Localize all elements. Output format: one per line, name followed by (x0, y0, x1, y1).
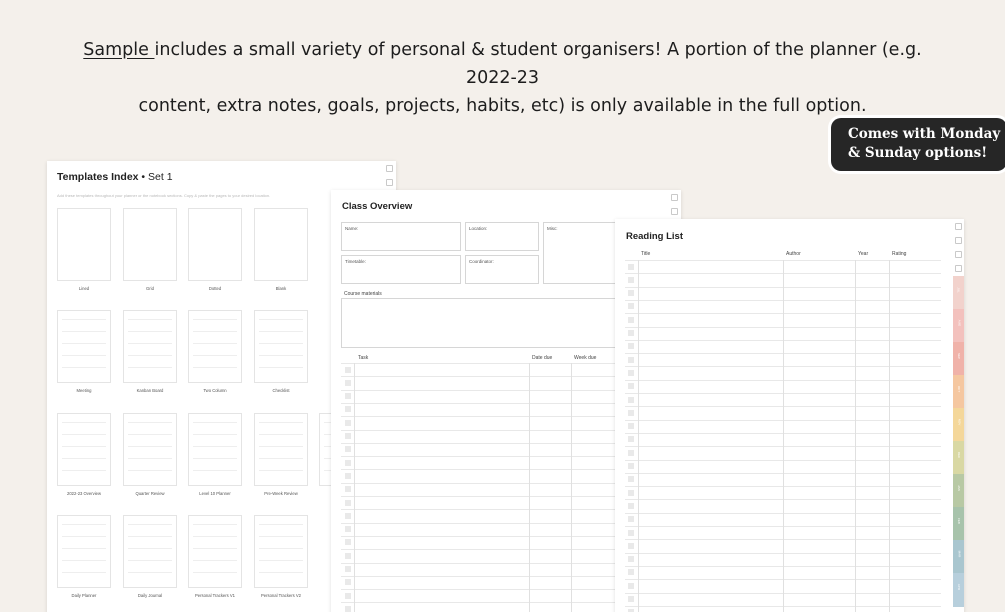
row-checkbox[interactable] (628, 423, 634, 429)
sample-link[interactable]: Sample (83, 40, 155, 60)
thumbnail-line (128, 355, 172, 356)
thumbnail-line (193, 434, 237, 435)
table-row[interactable] (341, 363, 626, 364)
thumbnail-line (62, 470, 106, 471)
template-label: Personal Trackers V2 (260, 593, 302, 598)
page-title: Templates Index • Set 1 (57, 171, 173, 183)
row-checkbox[interactable] (628, 317, 634, 323)
template-thumbnail[interactable] (254, 515, 308, 588)
template-label: Checklist (272, 388, 290, 393)
sidebar-icon[interactable] (955, 223, 962, 230)
thumbnail-line (193, 367, 237, 368)
template-thumbnail[interactable] (188, 413, 242, 486)
thumbnail-line (128, 536, 172, 537)
row-checkbox[interactable] (628, 450, 634, 456)
row-checkbox[interactable] (628, 410, 634, 416)
month-tab[interactable] (953, 309, 964, 343)
sidebar-icon[interactable] (671, 194, 678, 201)
template-label: Pre-Week Review (264, 491, 298, 496)
row-checkbox[interactable] (628, 370, 634, 376)
thumbnail-line (259, 548, 303, 549)
thumbnail-line (128, 343, 172, 344)
template-label: Meeting (76, 388, 92, 393)
column-divider (638, 260, 639, 612)
timetable-field[interactable]: Timetable: (341, 255, 461, 284)
thumbnail-line (128, 572, 172, 573)
table-row[interactable] (341, 496, 626, 497)
thumbnail-line (62, 422, 106, 423)
month-tab[interactable] (953, 276, 964, 310)
thumbnail-line (259, 470, 303, 471)
headline-line2: content, extra notes, goals, projects, habits, etc) is only available in the full option. (138, 96, 867, 116)
row-checkbox[interactable] (628, 503, 634, 509)
row-checkbox[interactable] (345, 420, 351, 426)
thumbnail-line (193, 319, 237, 320)
row-checkbox[interactable] (345, 513, 351, 519)
row-checkbox[interactable] (628, 264, 634, 270)
row-checkbox[interactable] (345, 553, 351, 559)
thumbnail-line (62, 434, 106, 435)
sidebar-icon[interactable] (671, 208, 678, 215)
template-thumbnail[interactable] (254, 310, 308, 383)
thumbnail-line (128, 548, 172, 549)
page-description: Add these templates throughout your planner or the notebook sections. Copy & paste the pages to your desired location. (57, 193, 271, 198)
thumbnail-line (259, 536, 303, 537)
thumbnail-line (259, 524, 303, 525)
row-checkbox[interactable] (628, 436, 634, 442)
coordinator-field[interactable]: Coordinator: (465, 255, 539, 284)
month-tab[interactable] (953, 540, 964, 574)
date-due-column-header: Date due (532, 355, 553, 361)
template-thumbnail[interactable] (57, 413, 111, 486)
template-thumbnail[interactable] (57, 208, 111, 281)
row-checkbox[interactable] (628, 383, 634, 389)
row-checkbox[interactable] (345, 606, 351, 612)
row-checkbox[interactable] (628, 343, 634, 349)
badge-line1: Comes with Monday (848, 126, 1001, 142)
year-column-header: Year (858, 251, 869, 257)
thumbnail-line (259, 572, 303, 573)
author-column-header: Author (786, 251, 801, 257)
thumbnail-line (62, 367, 106, 368)
row-checkbox[interactable] (345, 393, 351, 399)
row-checkbox[interactable] (345, 500, 351, 506)
row-checkbox[interactable] (628, 543, 634, 549)
row-checkbox[interactable] (345, 566, 351, 572)
template-label: Quarter Review (135, 491, 165, 496)
table-row[interactable] (341, 563, 626, 564)
template-thumbnail[interactable] (57, 310, 111, 383)
thumbnail-line (62, 536, 106, 537)
row-checkbox[interactable] (345, 367, 351, 373)
template-thumbnail[interactable] (57, 515, 111, 588)
thumbnail-line (193, 446, 237, 447)
row-checkbox[interactable] (345, 473, 351, 479)
title-column-header: Title (641, 251, 651, 257)
row-checkbox[interactable] (345, 539, 351, 545)
table-row[interactable] (341, 443, 626, 444)
week-due-column-header: Week due (574, 355, 597, 361)
location-field[interactable]: Location: (465, 222, 539, 251)
thumbnail-line (193, 560, 237, 561)
month-tab[interactable] (953, 375, 964, 409)
thumbnail-line (128, 524, 172, 525)
table-row[interactable] (341, 576, 626, 577)
thumbnail-line (193, 470, 237, 471)
table-row[interactable] (341, 509, 626, 510)
task-column-header: Task (358, 355, 369, 361)
thumbnail-line (62, 524, 106, 525)
table-row[interactable] (341, 416, 626, 417)
month-tab[interactable] (953, 474, 964, 508)
column-divider (529, 363, 530, 612)
month-tab[interactable] (953, 342, 964, 376)
row-checkbox[interactable] (628, 303, 634, 309)
template-thumbnail[interactable] (188, 515, 242, 588)
table-row[interactable] (341, 376, 626, 377)
column-divider (354, 363, 355, 612)
month-tab-label: NOV (957, 418, 962, 426)
template-thumbnail[interactable] (188, 310, 242, 383)
row-checkbox[interactable] (628, 290, 634, 296)
template-thumbnail[interactable] (123, 208, 177, 281)
thumbnail-line (259, 355, 303, 356)
thumbnail-line (259, 319, 303, 320)
thumbnail-line (62, 458, 106, 459)
thumbnail-line (128, 446, 172, 447)
template-label: Personal Trackers V1 (194, 593, 236, 598)
week-start-badge (831, 118, 1005, 171)
template-label: Lined (78, 286, 90, 291)
table-row[interactable] (341, 602, 626, 603)
template-label: Kanban Board (136, 388, 164, 393)
row-checkbox[interactable] (628, 490, 634, 496)
sidebar-icon[interactable] (955, 265, 962, 272)
row-checkbox[interactable] (345, 460, 351, 466)
table-row[interactable] (341, 483, 626, 484)
thumbnail-line (193, 343, 237, 344)
thumbnail-line (128, 470, 172, 471)
row-checkbox[interactable] (628, 463, 634, 469)
thumbnail-line (193, 548, 237, 549)
row-checkbox[interactable] (628, 476, 634, 482)
column-divider (571, 363, 572, 612)
thumbnail-line (128, 367, 172, 368)
thumbnail-line (128, 434, 172, 435)
month-tab[interactable] (953, 573, 964, 607)
promo-headline (60, 36, 945, 120)
badge-line2: & Sunday options! (848, 145, 988, 161)
row-checkbox[interactable] (345, 380, 351, 386)
template-label: Grid (146, 286, 154, 291)
rating-column-header: Rating (892, 251, 907, 257)
thumbnail-line (128, 458, 172, 459)
row-checkbox[interactable] (628, 397, 634, 403)
template-label: Two Column (203, 388, 227, 393)
name-field[interactable]: Name: (341, 222, 461, 251)
template-label: Dotted (208, 286, 222, 291)
template-thumbnail[interactable] (123, 515, 177, 588)
table-row[interactable] (341, 430, 626, 431)
headline-line1: includes a small variety of personal & student organisers! A portion of the planner (e.g. 2022-23 (154, 40, 922, 88)
table-row[interactable] (341, 589, 626, 590)
thumbnail-line (62, 572, 106, 573)
thumbnail-line (193, 355, 237, 356)
thumbnail-line (259, 367, 303, 368)
column-divider (889, 260, 890, 612)
table-row[interactable] (341, 523, 626, 524)
thumbnail-line (259, 560, 303, 561)
month-tab-label: AUG (957, 319, 962, 327)
template-label: Daily Journal (137, 593, 163, 598)
thumbnail-line (128, 560, 172, 561)
thumbnail-line (193, 458, 237, 459)
month-tab-label: DEC (957, 451, 962, 459)
thumbnail-line (62, 446, 106, 447)
thumbnail-line (62, 331, 106, 332)
table-row[interactable] (341, 390, 626, 391)
table-row[interactable] (341, 469, 626, 470)
row-checkbox[interactable] (628, 596, 634, 602)
sidebar-icon[interactable] (955, 251, 962, 258)
column-divider (783, 260, 784, 612)
template-label: Blank (275, 286, 287, 291)
thumbnail-line (259, 422, 303, 423)
month-tab-label: OCT (957, 385, 962, 393)
row-checkbox[interactable] (345, 593, 351, 599)
row-checkbox[interactable] (345, 433, 351, 439)
misc-field[interactable]: Misc: (543, 222, 623, 284)
thumbnail-line (62, 343, 106, 344)
thumbnail-line (62, 560, 106, 561)
row-checkbox[interactable] (628, 516, 634, 522)
row-checkbox[interactable] (628, 330, 634, 336)
month-tab-label: FEB (956, 518, 961, 524)
page-title: Reading List (626, 231, 684, 242)
month-tab[interactable] (953, 507, 964, 541)
month-tab-label: JAN (956, 485, 961, 491)
row-checkbox[interactable] (628, 556, 634, 562)
page-title: Class Overview (342, 201, 413, 212)
table-row[interactable] (341, 403, 626, 404)
month-tab-label: MAR (957, 550, 962, 558)
thumbnail-line (62, 548, 106, 549)
template-thumbnail[interactable] (254, 413, 308, 486)
thumbnail-line (128, 331, 172, 332)
thumbnail-line (193, 524, 237, 525)
column-divider (855, 260, 856, 612)
month-tab[interactable] (953, 441, 964, 475)
row-checkbox[interactable] (628, 569, 634, 575)
template-thumbnail[interactable] (254, 208, 308, 281)
thumbnail-line (193, 331, 237, 332)
thumbnail-line (259, 446, 303, 447)
thumbnail-line (193, 536, 237, 537)
table-row[interactable] (341, 456, 626, 457)
template-thumbnail[interactable] (188, 208, 242, 281)
template-label: 2022-23 Overview (67, 491, 101, 496)
row-checkbox[interactable] (628, 277, 634, 283)
template-label: Level 10 Planner (199, 491, 231, 496)
thumbnail-line (259, 434, 303, 435)
row-checkbox[interactable] (345, 446, 351, 452)
month-tab-label: JUL (956, 287, 961, 293)
sidebar-icon[interactable] (386, 165, 393, 172)
thumbnail-line (193, 572, 237, 573)
course-materials-label: Course materials (344, 291, 382, 297)
row-checkbox[interactable] (628, 583, 634, 589)
thumbnail-line (128, 422, 172, 423)
thumbnail-line (62, 319, 106, 320)
thumbnail-line (259, 331, 303, 332)
table-row[interactable] (341, 549, 626, 550)
row-checkbox[interactable] (628, 357, 634, 363)
template-thumbnail[interactable] (123, 310, 177, 383)
template-label: Daily Planner (71, 593, 97, 598)
month-tab-label: APR (957, 583, 962, 591)
row-checkbox[interactable] (345, 579, 351, 585)
thumbnail-line (259, 343, 303, 344)
thumbnail-line (259, 458, 303, 459)
month-tab[interactable] (953, 408, 964, 442)
template-thumbnail[interactable] (123, 413, 177, 486)
month-tab-label: SEP (957, 352, 962, 360)
sidebar-icon[interactable] (386, 179, 393, 186)
sidebar-icon[interactable] (955, 237, 962, 244)
thumbnail-line (62, 355, 106, 356)
table-row[interactable] (341, 536, 626, 537)
reading-list-page (615, 219, 964, 612)
thumbnail-line (128, 319, 172, 320)
row-checkbox[interactable] (345, 486, 351, 492)
row-checkbox[interactable] (345, 526, 351, 532)
thumbnail-line (193, 422, 237, 423)
row-checkbox[interactable] (345, 406, 351, 412)
row-checkbox[interactable] (628, 530, 634, 536)
course-materials-field[interactable] (341, 298, 626, 348)
